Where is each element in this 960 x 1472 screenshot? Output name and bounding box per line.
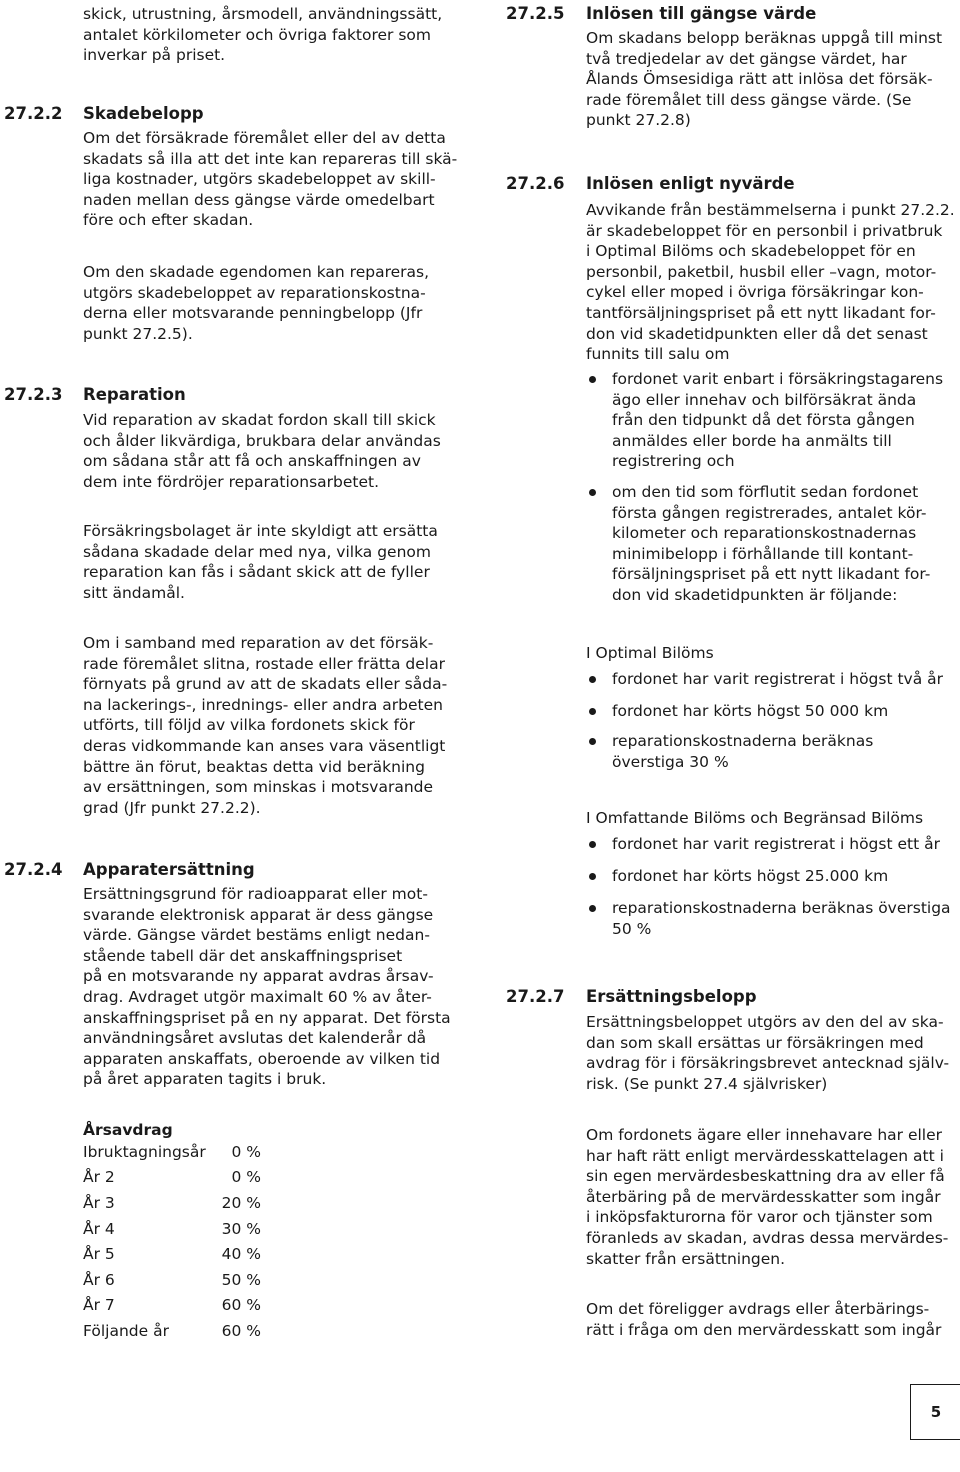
percent-cell: 40 % <box>221 1245 261 1264</box>
section-heading: Apparatersättning <box>83 860 255 879</box>
table-row <box>83 1241 261 1267</box>
section-number: 27.2.3 <box>4 385 63 404</box>
section-heading: Reparation <box>83 385 186 404</box>
intro-paragraph: skick, utrustning, årsmodell, användningssätt, antalet körkilometer och övriga faktorer som inverkar på priset. <box>83 5 443 65</box>
paragraph: Om det föreligger avdrags eller återbärings- rätt i fråga om den mervärdesskatt som ingår <box>586 1300 942 1339</box>
page-number: 5 <box>910 1384 960 1440</box>
table-row <box>83 1293 261 1319</box>
bullet-item: fordonet har varit registrerat i högst två år <box>586 669 956 690</box>
section-heading: Inlösen enligt nyvärde <box>586 174 795 193</box>
paragraph: Om det försäkrade föremålet eller del av detta skadats så illa att det inte kan repareras till skä- liga kostnader, utgörs skadebeloppet av skill- naden mellan dess gängse värde omedelbart före och efter skadan. <box>83 129 458 230</box>
percent-cell: 50 % <box>221 1270 261 1289</box>
section-number: 27.2.5 <box>506 4 565 23</box>
section-heading: Inlösen till gängse värde <box>586 4 817 23</box>
bullet-item: fordonet har körts högst 25.000 km <box>586 866 956 887</box>
percent-cell: 30 % <box>221 1219 261 1238</box>
table-row <box>83 1139 261 1165</box>
percent-cell: 60 % <box>221 1321 261 1340</box>
paragraph: Om den skadade egendomen kan repareras, utgörs skadebeloppet av reparationskostna- derna eller motsvarande penningbelopp (Jfr punkt 27.2.5). <box>83 263 430 343</box>
table-row <box>83 1267 261 1293</box>
bullet-item: fordonet har varit registrerat i högst ett år <box>586 834 956 855</box>
year-cell: År 6 <box>83 1270 115 1289</box>
year-cell: Följande år <box>83 1321 169 1340</box>
year-cell: År 4 <box>83 1219 115 1238</box>
table-row <box>83 1318 261 1344</box>
table-row <box>83 1190 261 1216</box>
paragraph: Om fordonets ägare eller innehavare har eller har haft rätt enligt mervärdesskattelagen att i sin egen mervärdesbeskattning dra av eller få återbäring på de mervärdesskatter som ingår i inköpsfakturorna för varor och tjänster som föranleds av skadan, avdras dessa mervärdes- skatter från ersättningen. <box>586 1126 949 1268</box>
section-heading: Ersättningsbelopp <box>586 987 757 1006</box>
paragraph: Om skadans belopp beräknas uppgå till minst två tredjedelar av det gängse värdet, har Ålands Ömsesidiga rätt att inlösa det försäk- rade föremålet till dess gängse värde. (Se punkt 27.2.8) <box>586 29 943 130</box>
year-cell: År 3 <box>83 1193 115 1212</box>
percent-cell: 20 % <box>221 1193 261 1212</box>
section-number: 27.2.4 <box>4 860 63 879</box>
table-title: Årsavdrag <box>83 1121 173 1139</box>
section-heading: Skadebelopp <box>83 104 204 123</box>
bullet-item: fordonet har körts högst 50 000 km <box>586 701 956 722</box>
depreciation-table <box>83 1139 261 1344</box>
year-cell: År 2 <box>83 1168 115 1187</box>
bullet-item: reparationskostnaderna beräknas överstiga 50 % <box>586 898 956 939</box>
section-number: 27.2.7 <box>506 987 565 1006</box>
bullet-item: fordonet varit enbart i försäkringstagarens ägo eller innehav och bilförsäkrat ända från den tidpunkt då det första gången anmäldes eller borde ha anmälts till registrering och <box>586 369 956 472</box>
paragraph: Försäkringsbolaget är inte skyldigt att ersätta sådana skadade delar med nya, vilka genom reparation kan fås i sådant skick att de fyller sitt ändamål. <box>83 522 438 602</box>
section-number: 27.2.2 <box>4 104 63 123</box>
year-cell: År 5 <box>83 1245 115 1264</box>
table-row <box>83 1216 261 1242</box>
bullet-item: om den tid som förflutit sedan fordonet första gången registrerades, antalet kör- kilometer och reparationskostnadernas minimibelopp i förhållande till kontant- försäljningspriset på ett nytt likadant for- don vid skadetidpunkten är följande: <box>586 482 956 606</box>
paragraph: Vid reparation av skadat fordon skall till skick och ålder likvärdiga, brukbara delar användas om sådana står att få och anskaffningen av dem inte fördröjer reparationsarbetet. <box>83 411 441 491</box>
paragraph: Om i samband med reparation av det försäk- rade föremålet slitna, rostade eller frätta delar förnyats på grund av att de skadats eller såda- na lackerings-, inrednings- eller andra arbeten utförts, till följd av vilka fordonets skick för deras vidkommande kan anses vara väsentligt bättre än förut, beaktas detta vid beräkning av ersättningen, som minskas i motsvarande grad (Jfr punkt 27.2.2). <box>83 634 448 817</box>
subheading: I Optimal Bilöms <box>586 644 714 662</box>
subheading: I Omfattande Bilöms och Begränsad Bilöms <box>586 809 924 827</box>
paragraph: Avvikande från bestämmelserna i punkt 27.2.2. är skadebeloppet för en personbil i privatbruk i Optimal Bilöms och skadebeloppet för en personbil, paketbil, husbil eller –vagn, motor- cykel eller moped i övriga försäkringar kon- tantförsäljningspriset på ett nytt likadant for- don vid skadetidpunkten eller då det senast funnits till salu om <box>586 201 955 364</box>
paragraph: Ersättningsbeloppet utgörs av den del av ska- dan som skall ersättas ur försäkringen med avdrag för i försäkringsbrevet antecknad själv- risk. (Se punkt 27.4 självrisker) <box>586 1013 950 1093</box>
percent-cell: 0 % <box>231 1142 261 1161</box>
percent-cell: 60 % <box>221 1296 261 1315</box>
bullet-item: reparationskostnaderna beräknas överstiga 30 % <box>586 731 956 772</box>
percent-cell: 0 % <box>231 1168 261 1187</box>
paragraph: Ersättningsgrund för radioapparat eller mot- svarande elektronisk apparat är dess gängse värde. Gängse värdet bestäms enligt nedan- stående tabell där det anskaffningspriset på en motsvarande ny apparat avdras årsav- drag. Avdraget utgör maximalt 60 % av åter- anskaffningspriset på en ny apparat. Det första användningsåret avslutas det kalenderår då apparaten anskaffats, oberoende av vilken tid på året apparaten tagits i bruk. <box>83 885 451 1089</box>
year-cell: Ibruktagningsår <box>83 1142 206 1161</box>
year-cell: År 7 <box>83 1296 115 1315</box>
section-number: 27.2.6 <box>506 174 565 193</box>
table-row <box>83 1165 261 1191</box>
